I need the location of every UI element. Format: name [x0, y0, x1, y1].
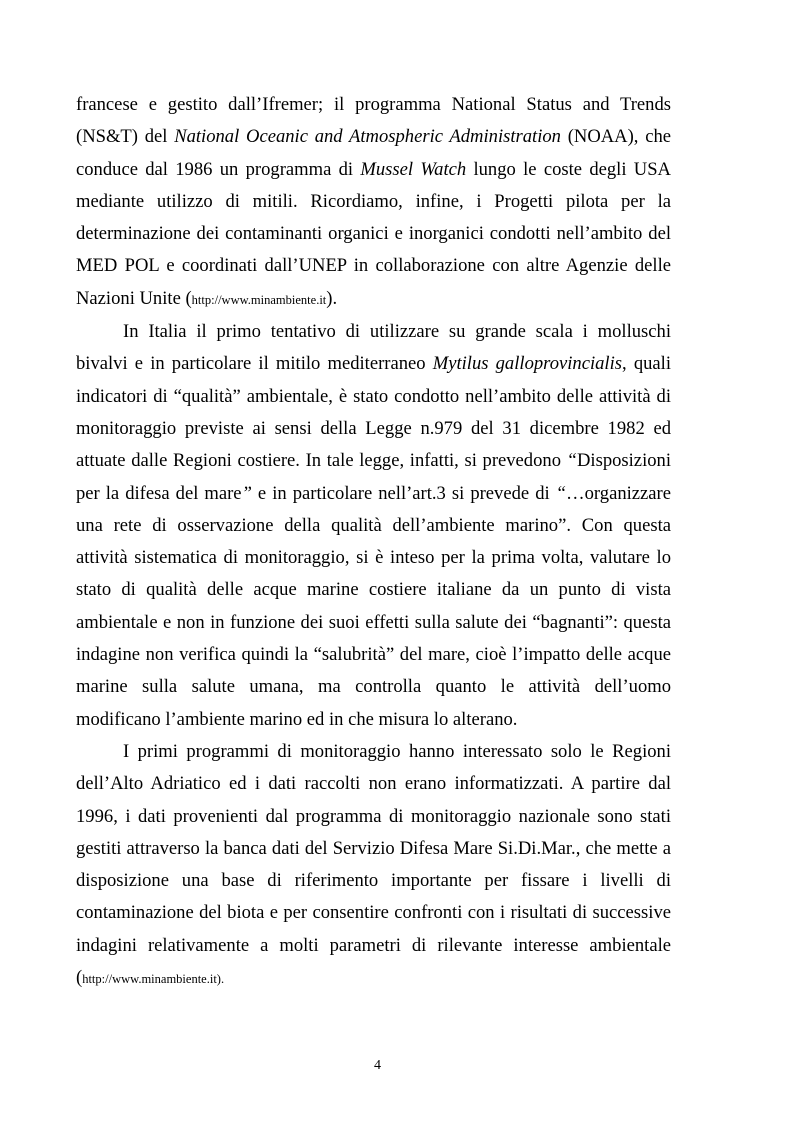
text-line: bivalvi e in particolare il mitilo mediterraneo Mytilus galloprovincialis, quali — [76, 353, 671, 375]
text-line: 1996, i dati provenienti dal programma di monitoraggio nazionale sono stati — [76, 805, 671, 827]
text-line: In Italia il primo tentativo di utilizzare su grande scala i molluschi — [123, 321, 671, 343]
text-line: ambientale e non in funzione dei suoi effetti sulla salute dei “bagnanti”: questa — [76, 611, 671, 633]
text-line: I primi programmi di monitoraggio hanno interessato solo le Regioni — [123, 740, 671, 762]
text-line: disposizione una base di riferimento importante per fissare i livelli di — [76, 870, 671, 892]
text-line: attuate dalle Regioni costiere. In tale legge, infatti, si prevedono “Disposizioni — [76, 450, 671, 472]
paragraph-italy-monitoring — [76, 316, 671, 736]
text-line: conduce dal 1986 un programma di Mussel Watch lungo le coste degli USA — [76, 158, 671, 180]
text-line: mediante utilizzo di mitili. Ricordiamo, infine, i Progetti pilota per la — [76, 190, 671, 212]
text-line: attività sistematica di monitoraggio, si è inteso per la prima volta, valutare lo — [76, 547, 671, 569]
text-line: indicatori di “qualità” ambientale, è stato condotto nell’ambito delle attività di — [76, 385, 671, 407]
text-line: francese e gestito dall’Ifremer; il programma National Status and Trends — [76, 94, 671, 115]
text-line: stato di qualità delle acque marine costiere italiane da un punto di vista — [76, 579, 671, 601]
paragraph-monitoring-programs — [76, 89, 671, 316]
text-line: determinazione dei contaminanti organici e inorganici condotti nell’ambito del — [76, 223, 671, 245]
text-line: MED POL e coordinati dall’UNEP in collaborazione con altre Agenzie delle — [76, 255, 671, 277]
reference-link: http://www.minambiente.it — [82, 972, 217, 987]
text-line: per la difesa del mare” e in particolare nell’art.3 si prevede di “…organizzare — [76, 482, 671, 504]
text-line: dell’Alto Adriatico ed i dati raccolti non erano informatizzati. A partire dal — [76, 773, 671, 795]
text-line: (http://www.minambiente.it). — [76, 967, 225, 989]
text-line: gestiti attraverso la banca dati del Servizio Difesa Mare Si.Di.Mar., che mette a — [76, 837, 671, 859]
text-line: contaminazione del biota e per consentire confronti con i risultati di successive — [76, 902, 671, 924]
document-page — [76, 89, 671, 995]
text-line: modificano l’ambiente marino ed in che misura lo alterano. — [76, 708, 518, 730]
text-line: marine sulla salute umana, ma controlla quanto le attività dell’uomo — [76, 676, 671, 698]
text-line: (NS&T) del National Oceanic and Atmospheric Administration (NOAA), che — [76, 126, 671, 148]
text-line: indagini relativamente a molti parametri di rilevante interesse ambientale — [76, 934, 671, 956]
text-line: una rete di osservazione della qualità dell’ambiente marino”. Con questa — [76, 514, 671, 536]
paragraph-first-programs — [76, 736, 671, 995]
reference-link: http://www.minambiente.it — [191, 292, 327, 307]
text-line: indagine non verifica quindi la “salubrità” del mare, cioè l’impatto delle acque — [76, 644, 671, 666]
text-line: monitoraggio previste ai sensi della Legge n.979 del 31 dicembre 1982 ed — [76, 417, 671, 439]
text-line: Nazioni Unite (http://www.minambiente.it). — [76, 287, 338, 309]
page-number: 4 — [374, 1058, 381, 1073]
